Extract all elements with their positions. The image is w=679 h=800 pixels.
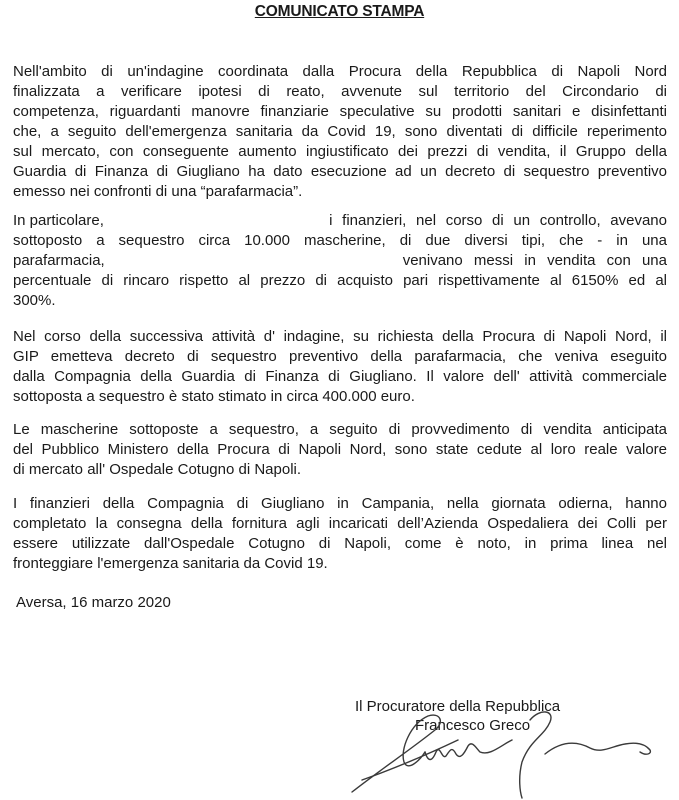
paragraph-3: [13, 327, 667, 407]
handwritten-signature-icon: [340, 700, 660, 800]
text-segment: In particolare,: [13, 212, 104, 229]
text-line: Nel corso della successiva attività d' indagine, su richiesta della Procura di Napoli Nord, il: [13, 328, 667, 345]
text-segment: venivano messi in vendita con una: [402, 252, 667, 269]
document-title: COMUNICATO STAMPA: [254, 3, 425, 20]
text-line: sul mercato, con conseguente aumento ingiustificato dei prezzi di vendita, il Gruppo della: [13, 143, 667, 160]
text-line: completato la consegna della fornitura agli incaricati dell’Azienda Ospedaliera dei Colli per: [13, 515, 667, 532]
text-line: fronteggiare l'emergenza sanitaria da Covid 19.: [13, 555, 328, 572]
text-line: di mercato all' Ospedale Cotugno di Napoli.: [13, 461, 302, 478]
text-line: Nell'ambito di un'indagine coordinata dalla Procura della Repubblica di Napoli Nord: [13, 63, 667, 80]
text-segment: parafarmacia,: [13, 252, 105, 269]
text-line: 300%.: [13, 292, 56, 309]
text-line: essere utilizzate dall'Ospedale Cotugno di Napoli, come è noto, in prima linea nel: [13, 535, 667, 552]
text-line: sottoposto a sequestro circa 10.000 mascherine, di due diversi tipi, che - in una: [13, 232, 667, 249]
text-line: emesso nei confronti di una “parafarmacia”.: [13, 183, 303, 200]
text-line: finalizzata a verificare ipotesi di reato, avvenute sul territorio del Circondario di: [13, 83, 667, 100]
text-line: Le mascherine sottoposte a sequestro, a seguito di provvedimento di vendita anticipata: [13, 421, 667, 438]
text-line: sottoposta a sequestro è stato stimato in circa 400.000 euro.: [13, 388, 415, 405]
text-line: Guardia di Finanza di Giugliano ha dato esecuzione ad un decreto di sequestro preventivo: [13, 163, 667, 180]
text-line: dalla Compagnia della Guardia di Finanza di Giugliano. Il valore dell' attività commerciale: [13, 368, 667, 385]
signatory-role: Il Procuratore della Repubblica: [355, 698, 561, 715]
text-line: I finanzieri della Compagnia di Giugliano in Campania, nella giornata odierna, hanno: [13, 495, 667, 512]
text-line: percentuale di rincaro rispetto al prezzo di acquisto pari rispettivamente al 6150% ed al: [13, 272, 667, 289]
paragraph-1: [13, 62, 667, 202]
text-line: GIP emetteva decreto di sequestro preventivo della parafarmacia, che veniva eseguito: [13, 348, 667, 365]
paragraph-4: [13, 420, 667, 480]
signatory-name: Francesco Greco: [415, 717, 531, 734]
text-segment: i finanzieri, nel corso di un controllo, avevano: [329, 212, 667, 229]
text-line: [13, 251, 667, 271]
text-line: [13, 211, 667, 231]
paragraph-2: [13, 211, 667, 311]
paragraph-5: [13, 494, 667, 574]
text-line: che, a seguito dell'emergenza sanitaria da Covid 19, sono diventati di difficile reperimento: [13, 123, 667, 140]
text-line: competenza, riguardanti manovre finanziarie speculative su prodotti sanitari e disinfettanti: [13, 103, 667, 120]
date-line: Aversa, 16 marzo 2020: [16, 594, 171, 611]
text-line: del Pubblico Ministero della Procura di Napoli Nord, sono state cedute al loro reale valore: [13, 441, 667, 458]
